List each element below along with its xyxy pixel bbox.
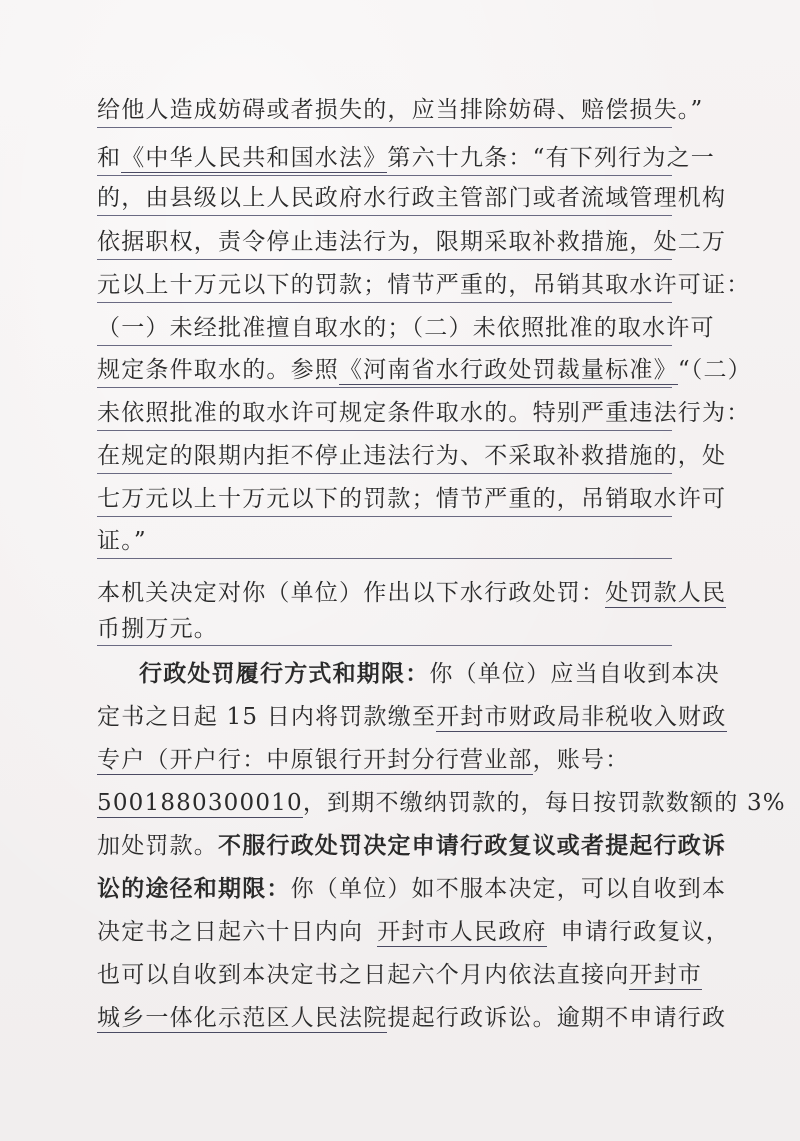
performance-line-7: 决定书之日起六十日内向 开封市人民政府 申请行政复议， <box>97 919 731 945</box>
text-line-11: 证。” <box>97 528 147 554</box>
underline-rule <box>97 259 672 260</box>
account-name: 开封市财政局非税收入财政 <box>436 704 727 730</box>
account-number: 5001880300010 <box>97 790 303 816</box>
bank-name: 中原银行开封分行营业部 <box>266 747 533 773</box>
underline-rule <box>97 473 672 474</box>
performance-line-2: 定书之日起 15 日内将罚款缴至开封市财政局非税收入财政 <box>97 704 727 730</box>
underline-rule <box>97 387 672 388</box>
performance-line-8: 也可以自收到本决定书之日起六个月内依法直接向开封市 <box>97 962 703 988</box>
text-line-3: 的，由县级以上人民政府水行政主管部门或者流域管理机构 <box>97 185 727 211</box>
performance-line-6: 讼的途径和期限：你（单位）如不服本决定，可以自收到本 <box>97 875 727 902</box>
performance-line-4: 5001880300010，到期不缴纳罚款的，每日按罚款数额的 3% <box>97 790 786 816</box>
underline-rule <box>97 645 672 646</box>
text-line-10: 七万元以上十万元以下的罚款；情节严重的，吊销取水许可 <box>97 486 727 512</box>
performance-line-1: 行政处罚履行方式和期限：你（单位）应当自收到本决 <box>139 660 720 687</box>
law-title-henan-standard: 《河南省水行政处罚裁量标准》 <box>339 357 678 383</box>
text-line-4: 依据职权，责令停止违法行为，限期采取补救措施，处二万 <box>97 229 727 255</box>
decision-line-1: 本机关决定对你（单位）作出以下水行政处罚：处罚款人民 <box>97 580 727 606</box>
performance-line-9: 城乡一体化示范区人民法院提起行政诉讼。逾期不申请行政 <box>97 1005 727 1031</box>
underline-rule <box>97 345 672 346</box>
law-title-water-law: 《中华人民共和国水法》 <box>121 145 388 171</box>
performance-heading: 行政处罚履行方式和期限： <box>139 660 430 687</box>
text-line-1: 给他人造成妨碍或者损失的，应当排除妨碍、赔偿损失。” <box>97 97 704 123</box>
underline-rule <box>97 302 672 303</box>
court-name-part1: 开封市 <box>629 962 703 988</box>
text-line-9: 在规定的限期内拒不停止违法行为、不采取补救措施的，处 <box>97 443 727 469</box>
penalty-amount: 处罚款人民 <box>605 580 727 606</box>
underline-rule <box>97 558 672 559</box>
court-name-part2: 城乡一体化示范区人民法院 <box>97 1005 388 1031</box>
underline-rule <box>97 430 672 431</box>
appeal-heading: 不服行政处罚决定申请行政复议或者提起行政诉 <box>218 832 727 859</box>
underline-rule <box>97 516 672 517</box>
text-line-5: 元以上十万元以下的罚款；情节严重的，吊销其取水许可证： <box>97 272 751 298</box>
text-line-8: 未依照批准的取水许可规定条件取水的。特别严重违法行为： <box>97 400 751 426</box>
text-line-7: 规定条件取水的。参照《河南省水行政处罚裁量标准》“（二） <box>97 357 752 383</box>
text-line-2: 和《中华人民共和国水法》第六十九条：“有下列行为之一 <box>97 145 715 171</box>
underline-rule <box>97 127 672 128</box>
underline-rule <box>97 215 672 216</box>
review-organization: 开封市人民政府 <box>377 919 547 945</box>
decision-line-2: 币捌万元。 <box>97 616 218 642</box>
text-line-6: （一）未经批准擅自取水的；（二）未依照批准的取水许可 <box>97 315 715 341</box>
performance-line-5: 加处罚款。不服行政处罚决定申请行政复议或者提起行政诉 <box>97 832 727 859</box>
performance-line-3: 专户（开户行：中原银行开封分行营业部，账号： <box>97 747 630 773</box>
underline-rule <box>97 175 672 176</box>
